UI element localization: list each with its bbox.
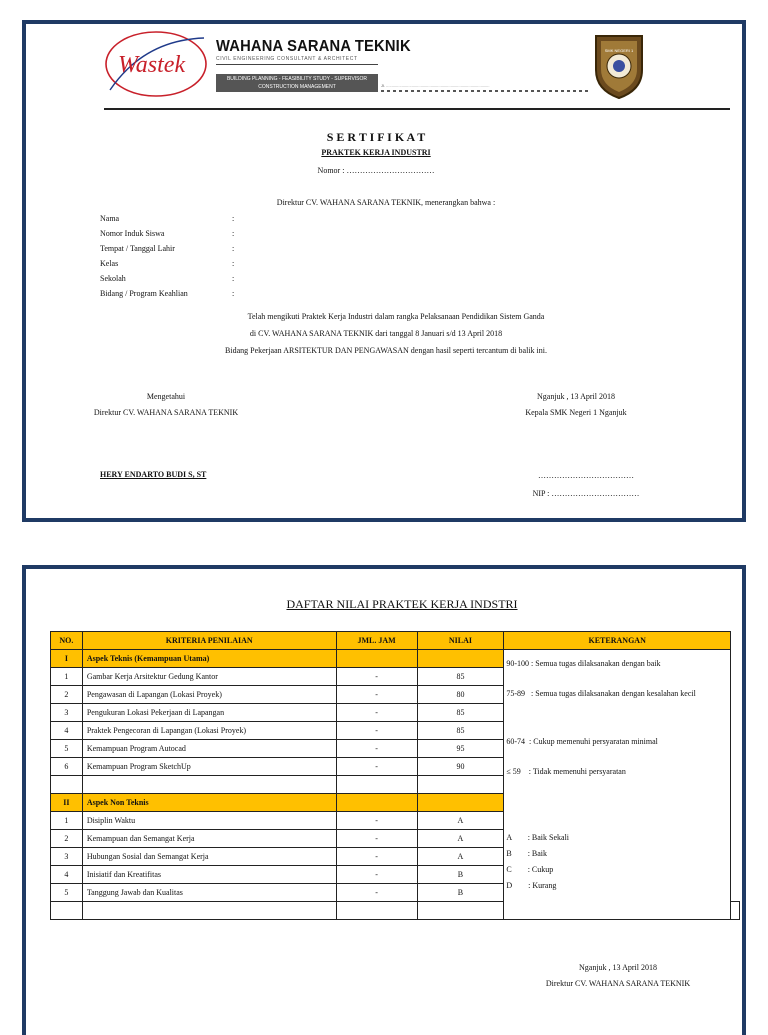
certificate-page (22, 20, 746, 522)
row-nilai: 80 (417, 686, 504, 704)
certificate-body-2: di CV. WAHANA SARANA TEKNIK dari tanggal 8 Januari s/d 13 April 2018 (249, 329, 503, 338)
row-nilai: A (417, 848, 504, 866)
brand-line (216, 64, 378, 65)
row-criteria: Kemampuan dan Semangat Kerja (82, 830, 336, 848)
section-nilai (417, 650, 504, 668)
row-nilai: A (417, 830, 504, 848)
brand-dots (381, 90, 589, 92)
spacer (417, 902, 504, 920)
spacer (82, 776, 336, 794)
keterangan-range-1: 90-100 : Semua tugas dilaksanakan dengan baik (506, 659, 661, 668)
keterangan-grade-a: A : Baik Sekali (506, 833, 570, 842)
row-jam: - (336, 668, 417, 686)
field-separator: : (232, 214, 235, 223)
left-sign-label: Mengetahui (146, 392, 186, 401)
field-label: Kelas (100, 259, 119, 268)
keterangan-grade-c: C : Cukup (506, 865, 554, 874)
section-no: I (51, 650, 83, 668)
right-sign-line: ……………………………… (538, 471, 634, 480)
row-jam: - (336, 686, 417, 704)
right-sign-date: Nganjuk , 13 April 2018 (537, 392, 615, 401)
row-jam: - (336, 866, 417, 884)
keterangan-range-4: ≤ 59 : Tidak memenuhi persyaratan (506, 767, 626, 776)
header-rule (104, 108, 730, 110)
keterangan-grade-b: B : Baik (506, 849, 548, 858)
row-no: 1 (51, 812, 83, 830)
badge-text: SMK NEGERI 1 (604, 48, 634, 53)
field-label: Nomor Induk Siswa (100, 229, 165, 238)
brand-services (216, 74, 378, 92)
grades-title-text: DAFTAR NILAI PRAKTEK KERJA INDSTRI (286, 597, 518, 611)
row-jam: - (336, 812, 417, 830)
brand-address: Jl. ............................................................................................. (381, 83, 490, 88)
header-no: NO. (51, 632, 83, 650)
certificate-body-3: Bidang Pekerjaan ARSITEKTUR DAN PENGAWASAN dengan hasil seperti tercantum di balik ini. (225, 346, 547, 355)
section-label: Aspek Teknis (Kemampuan Utama) (82, 650, 336, 668)
spacer (731, 902, 740, 920)
brand-services-1: BUILDING PLANNING - FEASIBILITY STUDY - SUPERVISOR (226, 76, 368, 82)
field-separator: : (232, 244, 235, 253)
header-kriteria: KRITERIA PENILAIAN (82, 632, 336, 650)
spacer (51, 902, 83, 920)
spacer (82, 902, 336, 920)
row-nilai: 90 (417, 758, 504, 776)
grades-title (286, 597, 517, 612)
row-nilai: 85 (417, 722, 504, 740)
brand-services-2: CONSTRUCTION MANAGEMENT (258, 84, 336, 90)
row-no: 2 (51, 686, 83, 704)
section-row (51, 650, 740, 668)
left-sign-name: HERY ENDARTO BUDI S, ST (100, 470, 207, 479)
certificate-body-1: Telah mengikuti Praktek Kerja Industri dalam rangka Pelaksanaan Pendidikan Sistem Ganda (247, 312, 545, 321)
grades-sign-date: Nganjuk , 13 April 2018 (579, 963, 657, 972)
school-badge-icon (592, 30, 646, 100)
field-separator: : (232, 274, 235, 283)
certificate-subtitle: PRAKTEK KERJA INDUSTRI (321, 148, 431, 157)
row-no: 2 (51, 830, 83, 848)
wastek-logo (104, 30, 208, 100)
row-nilai: B (417, 866, 504, 884)
row-jam: - (336, 884, 417, 902)
row-jam: - (336, 740, 417, 758)
row-no: 5 (51, 740, 83, 758)
spacer (51, 776, 83, 794)
keterangan-range-3: 60-74 : Cukup memenuhi persyaratan minimal (506, 737, 658, 746)
spacer (336, 902, 417, 920)
keterangan-cell (504, 650, 731, 920)
row-criteria: Hubungan Sosial dan Semangat Kerja (82, 848, 336, 866)
row-criteria: Praktek Pengecoran di Lapangan (Lokasi Proyek) (82, 722, 336, 740)
row-criteria: Kemampuan Program Autocad (82, 740, 336, 758)
row-no: 4 (51, 866, 83, 884)
row-nilai: 85 (417, 704, 504, 722)
row-jam: - (336, 830, 417, 848)
keterangan-grade-d: D : Kurang (506, 881, 557, 890)
row-no: 3 (51, 848, 83, 866)
grades-table-body (51, 650, 740, 920)
spacer (336, 776, 417, 794)
certificate-title: S E R T I F I K A T (326, 130, 426, 144)
row-nilai: 85 (417, 668, 504, 686)
field-separator: : (232, 259, 235, 268)
header-keterangan: KETERANGAN (504, 632, 731, 650)
row-criteria: Inisiatif dan Kreatifitas (82, 866, 336, 884)
certificate-number: Nomor : …………………………… (317, 166, 435, 175)
field-separator: : (232, 289, 235, 298)
row-no: 4 (51, 722, 83, 740)
left-sign-title: Direktur CV. WAHANA SARANA TEKNIK (93, 408, 239, 417)
table-header-row (51, 632, 740, 650)
grades-table (50, 631, 740, 920)
row-criteria: Pengawasan di Lapangan (Lokasi Proyek) (82, 686, 336, 704)
grades-sign-title: Direktur CV. WAHANA SARANA TEKNIK (545, 979, 691, 988)
row-criteria: Kemampuan Program SketchUp (82, 758, 336, 776)
brand-name: WAHANA SARANA TEKNIK (216, 38, 411, 55)
row-jam: - (336, 722, 417, 740)
section-nilai (417, 794, 504, 812)
row-no: 3 (51, 704, 83, 722)
field-label: Sekolah (100, 274, 126, 283)
row-criteria: Tanggung Jawab dan Kualitas (82, 884, 336, 902)
field-label: Nama (100, 214, 120, 223)
row-no: 5 (51, 884, 83, 902)
section-no: II (51, 794, 83, 812)
section-label: Aspek Non Teknis (82, 794, 336, 812)
logo-text: Wastek (118, 52, 186, 78)
header-jam: JML. JAM (336, 632, 417, 650)
section-jam (336, 650, 417, 668)
row-jam: - (336, 758, 417, 776)
row-nilai: 95 (417, 740, 504, 758)
row-criteria: Gambar Kerja Arsitektur Gedung Kantor (82, 668, 336, 686)
grades-page (22, 565, 746, 1035)
field-label: Bidang / Program Keahlian (100, 289, 188, 298)
keterangan-range-2: 75-89 : Semua tugas dilaksanakan dengan kesalahan kecil (506, 689, 696, 698)
row-criteria: Pengukuran Lokasi Pekerjaan di Lapangan (82, 704, 336, 722)
field-separator: : (232, 229, 235, 238)
row-jam: - (336, 704, 417, 722)
right-sign-nip: NIP : …………………………… (532, 489, 640, 498)
field-label: Tempat / Tanggal Lahir (100, 244, 175, 253)
header-nilai: NILAI (417, 632, 504, 650)
section-jam (336, 794, 417, 812)
right-sign-title: Kepala SMK Negeri 1 Nganjuk (525, 408, 627, 417)
row-no: 6 (51, 758, 83, 776)
row-jam: - (336, 848, 417, 866)
row-nilai: A (417, 812, 504, 830)
row-no: 1 (51, 668, 83, 686)
brand-tagline: CIVIL ENGINEERING CONSULTANT & ARCHITECT (216, 56, 358, 62)
row-criteria: Disiplin Waktu (82, 812, 336, 830)
spacer (417, 776, 504, 794)
certificate-intro: Direktur CV. WAHANA SARANA TEKNIK, menerangkan bahwa : (276, 198, 496, 207)
row-nilai: B (417, 884, 504, 902)
